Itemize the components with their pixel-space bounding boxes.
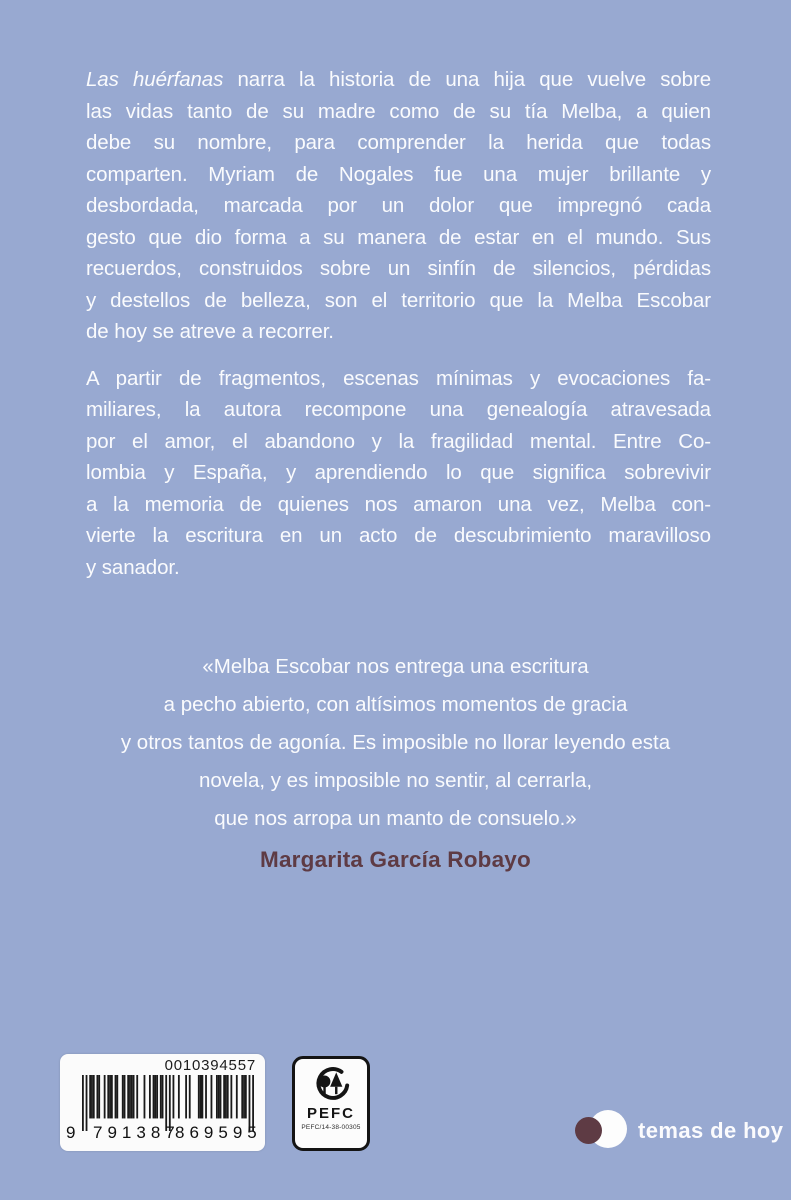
text-line: comparten. Myriam de Nogales fue una mujer brillante y bbox=[86, 162, 711, 186]
barcode-top-number: 0010394557 bbox=[164, 1057, 256, 1074]
text-line: gesto que dio forma a su manera de estar en el mundo. Sus bbox=[86, 225, 711, 249]
text-line: por el amor, el abandono y la fragilidad mental. Entre Co- bbox=[86, 429, 711, 453]
barcode-right-group: 869595 bbox=[175, 1123, 262, 1142]
text-line: vierte la escritura en un acto de descubrimiento maravilloso bbox=[86, 524, 711, 547]
publisher-logo-maroon-circle-icon bbox=[575, 1117, 602, 1144]
book-title-italic: Las huérfanas bbox=[86, 68, 224, 91]
synopsis bbox=[86, 64, 711, 583]
text-line: y destellos de belleza, son el territorio que la Melba Escobar bbox=[86, 288, 711, 312]
quote-line: «Melba Escobar nos entrega una escritura bbox=[202, 655, 589, 678]
quote-line: que nos arropa un manto de consuelo.» bbox=[214, 807, 577, 830]
text-line: A partir de fragmentos, escenas mínimas y evocaciones fa- bbox=[86, 366, 711, 390]
barcode-left-group: 791387 bbox=[93, 1123, 180, 1142]
text-line: a la memoria de quienes nos amaron una vez, Melba con- bbox=[86, 492, 711, 516]
quote-line: novela, y es imposible no sentir, al cerrarla, bbox=[198, 769, 593, 792]
text-line: lombia y España, y aprendiendo lo que significa sobrevivir bbox=[86, 461, 711, 484]
synopsis-paragraph bbox=[86, 363, 711, 584]
text-line: de hoy se atreve a recorrer. bbox=[86, 320, 334, 343]
quote-block bbox=[45, 648, 746, 873]
quote-lines bbox=[45, 648, 746, 838]
pefc-label bbox=[292, 1056, 370, 1151]
text-line: y sanador. bbox=[86, 555, 180, 579]
text-line: recuerdos, construidos sobre un sinfín de silencios, pérdidas bbox=[86, 257, 711, 280]
barcode-prefix-digit: 9 bbox=[66, 1123, 76, 1142]
publisher-name: temas de hoy bbox=[638, 1118, 784, 1143]
pefc-trees-icon bbox=[310, 1064, 352, 1106]
text-line: Las huérfanas narra la historia de una hija que vuelve sobre bbox=[86, 68, 711, 91]
text-line: debe su nombre, para comprender la herida que todas bbox=[86, 131, 711, 154]
barcode-label bbox=[60, 1054, 265, 1151]
synopsis-paragraph bbox=[86, 64, 711, 348]
text-line: miliares, la autora recompone una genealogía atravesada bbox=[86, 398, 711, 421]
quote-line: a pecho abierto, con altísimos momentos de gracia bbox=[163, 693, 628, 716]
quote-line: y otros tantos de agonía. Es imposible no llorar leyendo esta bbox=[120, 731, 671, 754]
text-line: desbordada, marcada por un dolor que impregnó cada bbox=[86, 194, 711, 217]
text-line: las vidas tanto de su madre como de su tía Melba, a quien bbox=[86, 99, 711, 123]
pefc-name: PEFC bbox=[306, 1105, 355, 1122]
quote-attribution: Margarita García Robayo bbox=[260, 847, 531, 872]
pefc-certificate-code: PEFC/14-38-00305 bbox=[301, 1124, 361, 1131]
